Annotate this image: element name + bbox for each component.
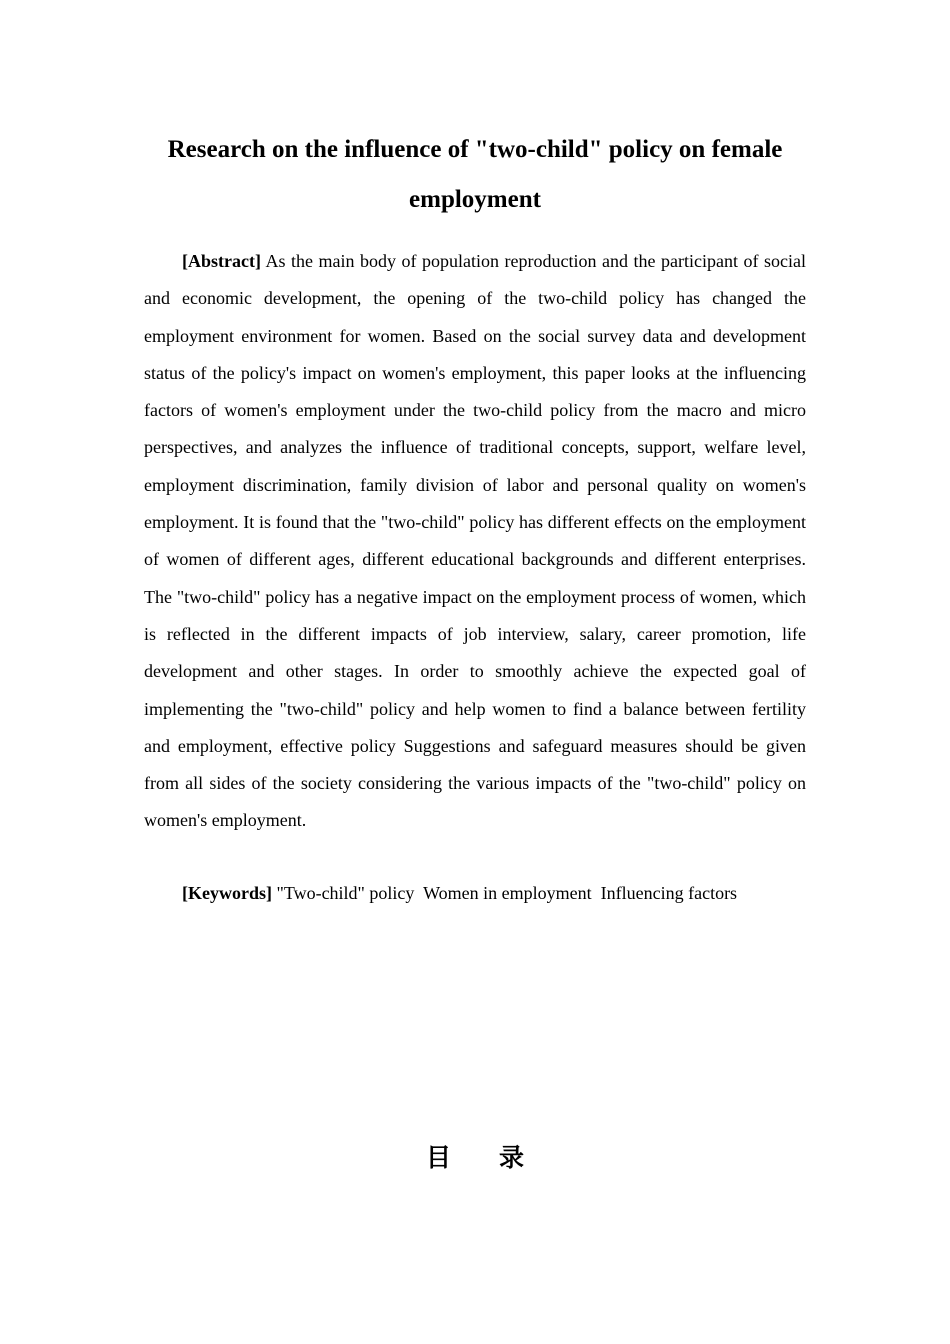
abstract-text: As the main body of population reproduction and the participant of social and economic development, the opening of the two-child policy has changed the employment environment for women. Based on the social survey data and development status of the policy's impact on women's employment, this paper looks at the influencing factors of women's employment under the two-child policy from the macro and micro perspectives, and analyzes the influence of traditional concepts, support, welfare level, employment discrimination, family division of labor and personal quality on women's employment. It is found that the "two-child" policy has different effects on the employment of women of different ages, different educational backgrounds and different enterprises. The "two-child" policy has a negative impact on the employment process of women, which is reflected in the different impacts of job interview, salary, career promotion, life development and other stages. In order to smoothly achieve the expected goal of implementing the "two-child" policy and help women to find a balance between fertility and employment, effective policy Suggestions and safeguard measures should be given from all sides of the society considering the various impacts of the "two-child" policy on women's employment.	[144, 251, 806, 831]
keywords-label: [Keywords]	[182, 883, 272, 903]
keywords-line	[182, 875, 737, 912]
document-title: Research on the influence of "two-child" policy on female employment	[167, 136, 783, 213]
keyword-item: Women in employment	[423, 883, 592, 903]
table-of-contents-title: 目录	[425, 1143, 572, 1172]
keyword-item: "Two-child" policy	[276, 883, 415, 903]
abstract-paragraph	[144, 243, 806, 840]
keyword-item: Influencing factors	[600, 883, 738, 903]
abstract-label: [Abstract]	[182, 251, 261, 271]
